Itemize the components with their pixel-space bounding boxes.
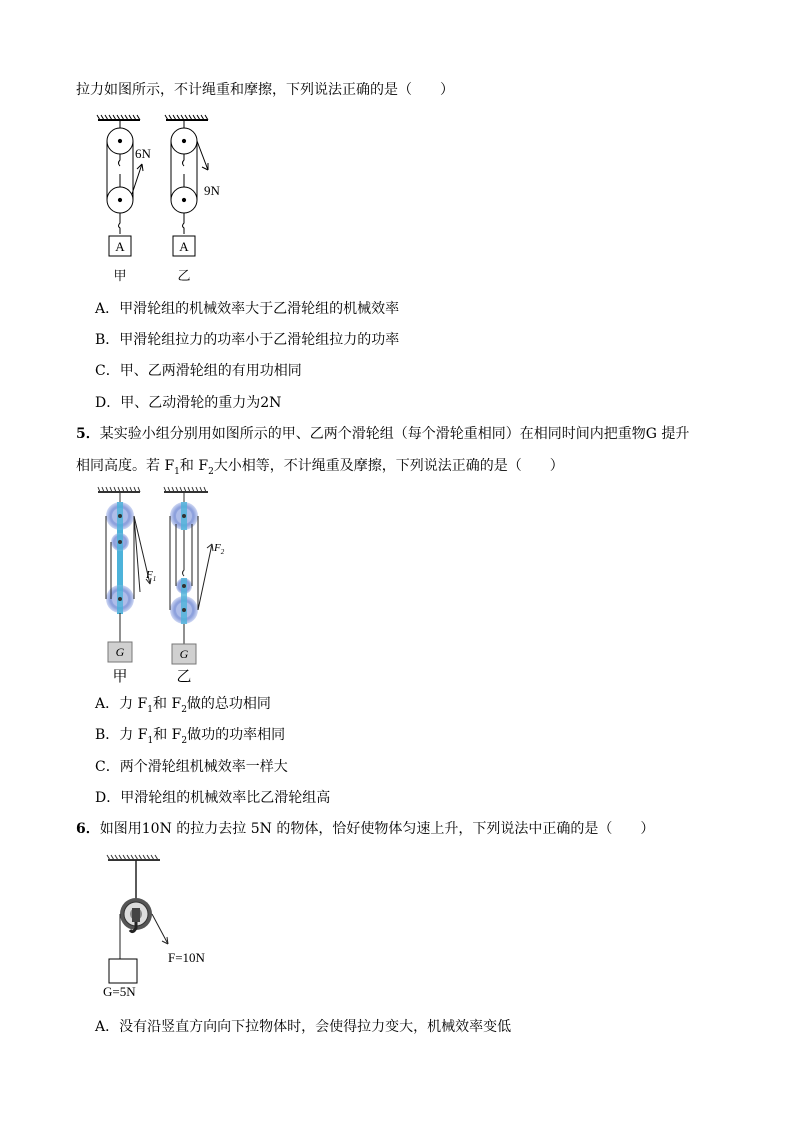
q4-figure (92, 112, 252, 287)
q5-figure (96, 484, 246, 684)
q6-option-a: A．没有沿竖直方向向下拉物体时，会使得拉力变大，机械效率变低 (95, 1019, 512, 1035)
q6-weight-box (109, 959, 137, 983)
q5-option-d: D．甲滑轮组的机械效率比乙滑轮组高 (95, 790, 331, 806)
q4-option-a: A．甲滑轮组的机械效率大于乙滑轮组的机械效率 (95, 301, 400, 317)
q4-option-d: D．甲、乙动滑轮的重力为2N (95, 395, 282, 411)
q4-left-force: 6N (135, 146, 151, 161)
q4-right-caption: 乙 (177, 268, 191, 283)
q5-option-c: C．两个滑轮组机械效率一样大 (95, 759, 288, 775)
q5-stem-line2: 相同高度。若 $F_1$和 $F_2$大小相等，不计绳重及摩擦，下列说法正确的是（ ） (76, 458, 564, 477)
q5-f1-label: $F_1$ (146, 569, 157, 583)
q4-left-caption: 甲 (113, 268, 127, 283)
q5-f2-label: $F_2$ (214, 542, 225, 556)
q5-left-pulleys (106, 492, 151, 662)
q6-pulley (120, 860, 168, 959)
q5-left-caption: 甲 (112, 669, 128, 685)
q5-option-b: B．力 $F_1$和 $F_2$做功的功率相同 (95, 727, 286, 746)
q4-right-force: 9N (204, 183, 220, 198)
q4-right-box-label: A (179, 239, 189, 254)
q4-option-b: B．甲滑轮组拉力的功率小于乙滑轮组拉力的功率 (95, 332, 400, 348)
q5-option-a: A．力 $F_1$和 $F_2$做的总功相同 (95, 696, 271, 715)
q6-weight-label: G=5N (103, 984, 136, 999)
q5-number: 5． (76, 426, 100, 442)
q4-option-c: C．甲、乙两滑轮组的有用功相同 (95, 363, 302, 379)
q6-figure (100, 852, 240, 1002)
q4-ceiling-left (97, 115, 140, 120)
q5-right-weight: G (179, 647, 189, 661)
q4-stem: 拉力如图所示，不计绳重和摩擦，下列说法正确的是（ ） (76, 82, 454, 98)
q4-left-box-label: A (115, 239, 125, 254)
q5-stem-line1: 5．某实验小组分别用如图所示的甲、乙两个滑轮组（每个滑轮重相同）在相同时间内把重物G 提升 (76, 426, 690, 442)
q6-number: 6． (76, 821, 100, 837)
q5-left-weight: G (115, 645, 125, 659)
q4-ceiling-right (165, 115, 208, 120)
q6-stem: 6．如图用10N 的拉力去拉 5N 的物体，恰好使物体匀速上升，下列说法中正确的是（ ） (76, 821, 655, 837)
q6-force-label: F=10N (168, 950, 205, 965)
q5-right-caption: 乙 (176, 669, 192, 685)
q5-right-pulleys (170, 492, 213, 664)
